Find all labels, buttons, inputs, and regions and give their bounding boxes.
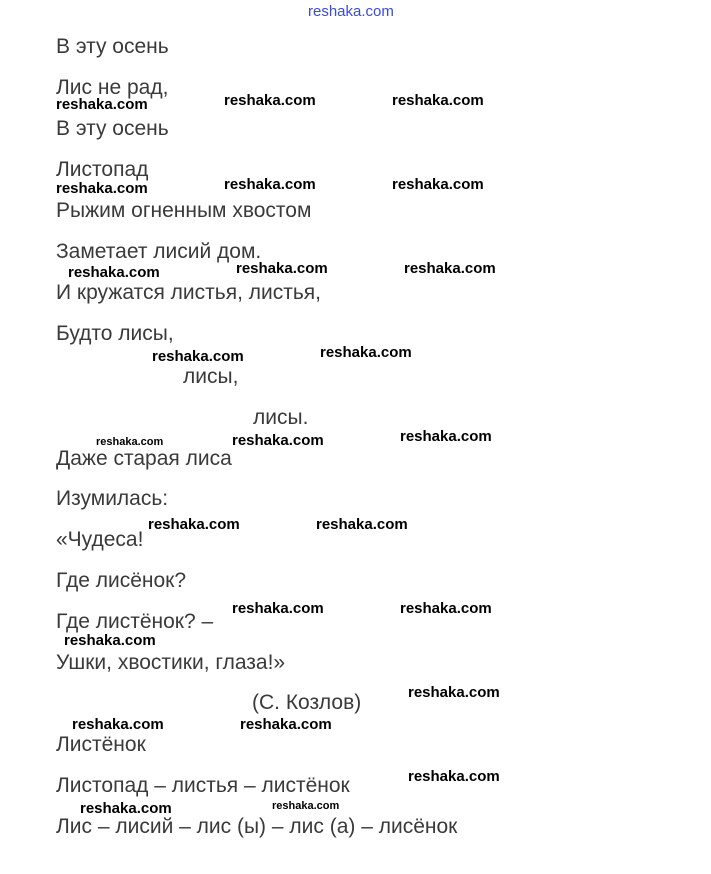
poem-line: Заметает лисий дом. (56, 240, 262, 263)
watermark: reshaka.com (316, 516, 408, 533)
watermark: reshaka.com (56, 180, 148, 197)
poem-line: Изумилась: (56, 487, 169, 510)
watermark: reshaka.com (68, 264, 160, 281)
poem-line: Где лисёнок? (56, 569, 187, 592)
watermark: reshaka.com (224, 176, 316, 193)
poem-line: И кружатся листья, листья, (56, 281, 321, 304)
poem-line: лисы, (183, 365, 239, 388)
poem-line: Будто лисы, (56, 322, 174, 345)
watermark: reshaka.com (240, 716, 332, 733)
watermark: reshaka.com (392, 176, 484, 193)
answer-word: Листёнок (56, 733, 146, 756)
watermark: reshaka.com (64, 632, 156, 649)
poem-line: Рыжим огненным хвостом (56, 199, 312, 222)
watermark: reshaka.com (320, 344, 412, 361)
answer-chain-2: Лис – лисий – лис (ы) – лис (а) – лисёнок (56, 815, 458, 838)
answer-chain-1: Листопад – листья – листёнок (56, 774, 350, 797)
poem-author: (С. Козлов) (252, 691, 362, 714)
poem-line: лисы. (253, 406, 309, 429)
poem-line: В эту осень (56, 117, 169, 140)
poem-line: Листопад (56, 158, 149, 181)
watermark: reshaka.com (408, 684, 500, 701)
poem-line: Где листёнок? – (56, 610, 214, 633)
watermark: reshaka.com (224, 92, 316, 109)
poem-line: В эту осень (56, 35, 169, 58)
watermark: reshaka.com (232, 600, 324, 617)
watermark: reshaka.com (272, 800, 340, 812)
watermark: reshaka.com (400, 600, 492, 617)
watermark: reshaka.com (72, 716, 164, 733)
watermark: reshaka.com (236, 260, 328, 277)
watermark: reshaka.com (96, 436, 164, 448)
watermark: reshaka.com (232, 432, 324, 449)
watermark: reshaka.com (408, 768, 500, 785)
poem-line: Ушки, хвостики, глаза!» (56, 651, 286, 674)
poem-line: Лис не рад, (56, 76, 169, 99)
watermark: reshaka.com (404, 260, 496, 277)
watermark: reshaka.com (148, 516, 240, 533)
watermark-top: reshaka.com (308, 3, 394, 20)
poem-line: Даже старая лиса (56, 447, 232, 470)
watermark: reshaka.com (392, 92, 484, 109)
watermark: reshaka.com (56, 96, 148, 113)
watermark: reshaka.com (400, 428, 492, 445)
watermark: reshaka.com (152, 348, 244, 365)
poem-line: «Чудеса! (56, 528, 144, 551)
watermark: reshaka.com (80, 800, 172, 817)
